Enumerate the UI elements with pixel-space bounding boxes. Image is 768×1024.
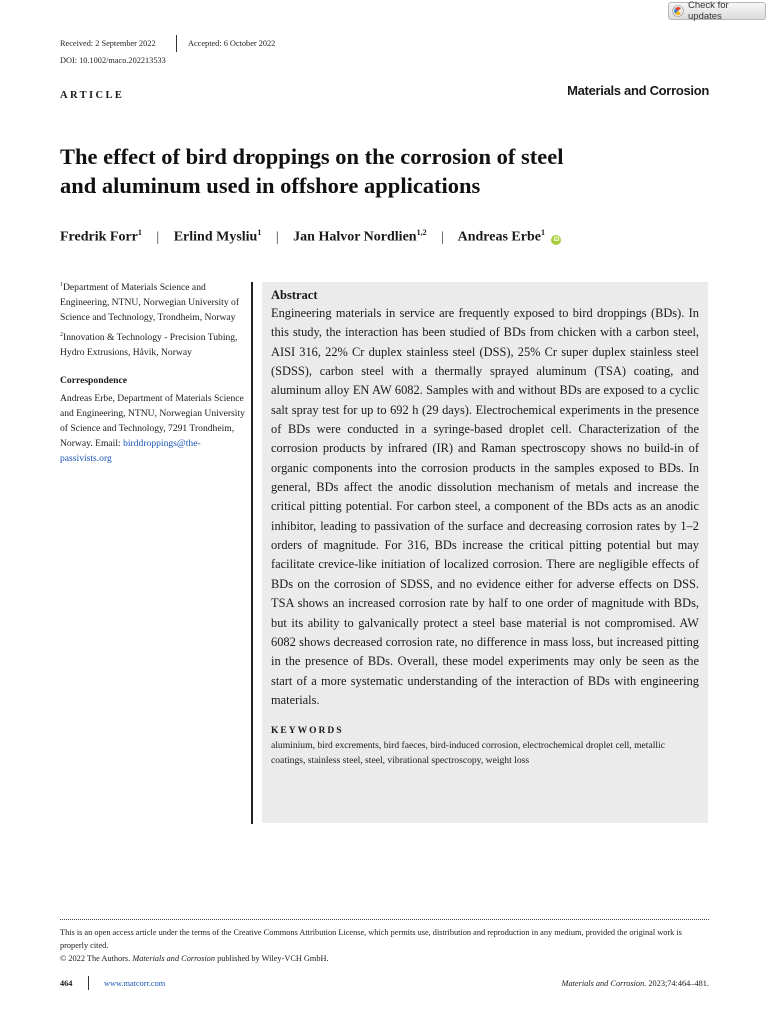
affiliation [60,278,245,325]
check-for-updates-label: Check for updates [688,0,729,22]
doi: DOI: 10.1002/maco.202213533 [60,56,166,65]
affiliation-text: Department of Materials Science and Engineering, NTNU, Norwegian University of Science and Technology, Trondheim, Norway [60,282,240,324]
paper-title [60,142,680,200]
license-text: This is an open access article under the terms of the Creative Commons Attribution License, which permits use, distribution and reproduction in any medium, provided the original work is properly cited. [60,928,682,950]
correspondence-heading: Correspondence [60,375,127,387]
author-name: Fredrik Forr [60,229,138,245]
email-label: Email: [95,438,121,450]
citation-journal: Materials and Corrosion. [561,979,647,988]
journal-name: Materials and Corrosion [567,83,709,98]
copyright-suffix: published by Wiley-VCH GmbH. [217,954,329,963]
author-list [60,228,561,246]
copyright-journal: Materials and Corrosion [132,954,215,963]
copyright-line [60,952,710,965]
page-number: 464 [60,979,73,988]
affiliations-column [60,278,245,469]
keywords-text: aluminium, bird excrements, bird faeces, bird-induced corrosion, electrochemical droplet cell, metallic coatings, stainless steel, steel, vibrational spectroscopy, weight loss [271,740,665,767]
received-date: Received: 2 September 2022 [60,39,156,48]
author-name: Erlind Mysliu [173,229,258,245]
abstract-text: Engineering materials in service are frequently exposed to bird droppings (BDs). In this study, the interaction has been studied of BDs from chicken with a carbon steel, AISI 316, 22% Cr duplex stainless steel (DSS), 25% Cr super duplex stainless steel (SDSS), carbon steel with a thermally sprayed aluminum (TSA) coating, and aluminum alloy EN AW 6082. Samples with and without BDs are exposed to a cyclic salt spray test for up to 692 h (29 days). Electrochemical experiments in the presence of BDs were conducted in a syringe-based droplet cell. Characterization of the corrosion products by infrared (IR) and Raman spectroscopy shows no build-in of organic components into the corrosion products in the samples exposed to BDs. In general, BDs affect the anodic dissolution mechanism of metals and increase the critical pitting potential. For carbon steel, a component of the BDs acts as an anodic inhibitor, leading to passivation of the surface and decreasing corrosion rates by 1–2 orders of magnitude. For 316, BDs increase the critical pitting potential but may facilitate crevice-like initiation of localized corrosion. There are negligible effects of BDs on the corrosion of SDSS, and no evidence either for adverse effects on DSS. TSA shows an increased corrosion rate by half to one order of magnitude with BDs, but its ability to galvanically protect a steel base material is not compromised. AW 6082 shows decreased corrosion rate, no difference in mass loss, but increased pitting in the presence of BDs. Overall, these model experiments may only be seen as the start of a more systematic understanding of the interaction of BDs with engineering materials. [271,306,699,707]
journal-url-link[interactable]: www.matcorr.com [104,979,166,988]
citation [562,979,709,988]
author-affil-sup: 1,2 [416,228,427,237]
author-affil-sup: 1 [137,228,142,237]
accepted-date: Accepted: 6 October 2022 [188,39,276,48]
affiliation-text: Innovation & Technology - Precision Tubing, Hydro Extrusions, Håvik, Norway [60,332,238,359]
correspondence-text: Andreas Erbe, Department of Materials Science and Engineering, NTNU, Norwegian University of Science and Technology, 7291 Trondheim, Norway. [60,393,245,450]
author-affil-sup: 1 [540,228,545,237]
crossmark-icon [672,5,684,17]
author-separator: | [156,229,160,245]
article-type-label: ARTICLE [60,90,125,101]
author-affil-sup: 1 [257,228,262,237]
author-separator: | [441,229,444,245]
footer-rule [60,919,709,920]
orcid-icon[interactable]: iD [553,236,560,243]
title-line-1: The effect of bird droppings on the corrosion of steel [60,144,564,169]
title-line-2: and aluminum used in offshore applications [60,173,481,198]
abstract-heading: Abstract [271,288,318,302]
footer-divider [88,976,89,990]
abstract-rule [251,282,253,824]
email-link[interactable]: birddroppings@the-passivists.org [60,438,201,465]
author-name: Andreas Erbe [457,229,541,245]
abstract-box [262,282,708,823]
keywords-heading: KEYWORDS [271,726,344,737]
header-divider [176,35,177,52]
copyright-prefix: © 2022 The Authors. [60,954,131,963]
check-for-updates-button[interactable] [668,2,766,20]
affiliation-sup: 1 [60,282,63,288]
affiliation [60,328,245,360]
citation-details: 2023;74:464–481. [648,979,709,988]
correspondence-block [60,391,245,466]
affiliation-sup: 2 [60,332,63,339]
author-name: Jan Halvor Nordlien [293,229,417,245]
author-separator: | [275,229,279,245]
license-note [60,926,710,965]
